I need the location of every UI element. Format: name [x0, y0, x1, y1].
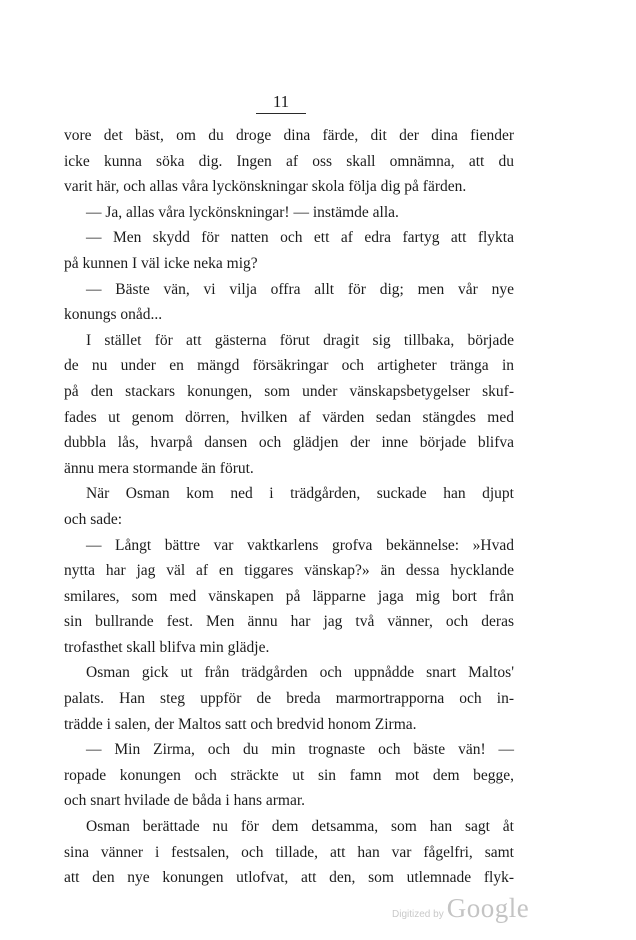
page-number: 11	[272, 92, 290, 111]
text-line: trädde i salen, der Maltos satt och bredvid honom Zirma.	[64, 715, 417, 733]
text-line: dubbla lås, hvarpå dansen och glädjen der inne började blifva	[64, 434, 514, 452]
text-line: konungs onåd...	[64, 306, 163, 324]
text-line: — Men skydd för natten och ett af edra fartyg att flykta	[86, 229, 514, 247]
text-line: När Osman kom ned i trädgården, suckade han djupt	[86, 485, 514, 503]
text-line: och sade:	[64, 510, 123, 528]
text-line: sin bullrande fest. Men ännu har jag två vänner, och deras	[64, 613, 514, 631]
text-line: trofasthet skall blifva min glädje.	[64, 638, 270, 656]
text-line: de nu under en mängd försäkringar och artigheter tränga in	[64, 357, 514, 375]
text-line: icke kunna söka dig. Ingen af oss skall omnämna, att du	[64, 152, 514, 170]
text-line: — Min Zirma, och du min trognaste och bäste vän! —	[86, 741, 514, 759]
text-line: vore det bäst, om du droge dina färde, dit der dina fiender	[64, 127, 514, 144]
header-rule	[256, 113, 306, 114]
text-line: på kunnen I väl icke neka mig?	[64, 254, 258, 272]
text-line: Osman gick ut från trädgården och uppnådde snart Maltos'	[86, 664, 514, 682]
google-logo: Google	[446, 893, 530, 923]
text-line: nytta har jag väl af en tiggares vänskap?» än dessa hycklande	[64, 562, 514, 580]
text-line: — Bäste vän, vi vilja offra allt för dig; men vår nye	[86, 280, 514, 298]
body-text	[64, 123, 514, 891]
text-line: och snart hvilade de båda i hans armar.	[64, 792, 306, 810]
text-line: varit här, och allas våra lyckönskningar skola följa dig på färden.	[64, 178, 467, 196]
text-line: smilares, som med vänskapen på läpparne jaga mig bort från	[64, 587, 514, 605]
text-line: fades ut genom dörren, hvilken af värden sedan stängdes med	[64, 408, 514, 426]
text-line: Osman berättade nu för dem detsamma, som han sagt åt	[86, 818, 514, 836]
text-line: I stället för att gästerna förut dragit sig tillbaka, började	[86, 331, 514, 349]
text-line: sina vänner i festsalen, och tillade, att han var fågelfri, samt	[64, 843, 514, 861]
text-line: att den nye konungen utlofvat, att den, som utlemnade flyk-	[64, 869, 514, 887]
text-line: ännu mera stormande än förut.	[64, 459, 254, 477]
watermark-prefix: Digitized by	[392, 909, 444, 920]
text-line: ropade konungen och sträckte ut sin famn mot dem begge,	[64, 766, 514, 784]
text-line: på den stackars konungen, som under vänskapsbetygelser skuf-	[64, 382, 514, 400]
digitized-watermark	[392, 893, 529, 924]
text-line: — Ja, allas våra lyckönskningar! — instämde alla.	[86, 203, 399, 221]
text-line: — Långt bättre var vaktkarlens grofva bekännelse: »Hvad	[86, 536, 514, 554]
text-line: palats. Han steg uppför de breda marmortrapporna och in-	[64, 690, 514, 708]
